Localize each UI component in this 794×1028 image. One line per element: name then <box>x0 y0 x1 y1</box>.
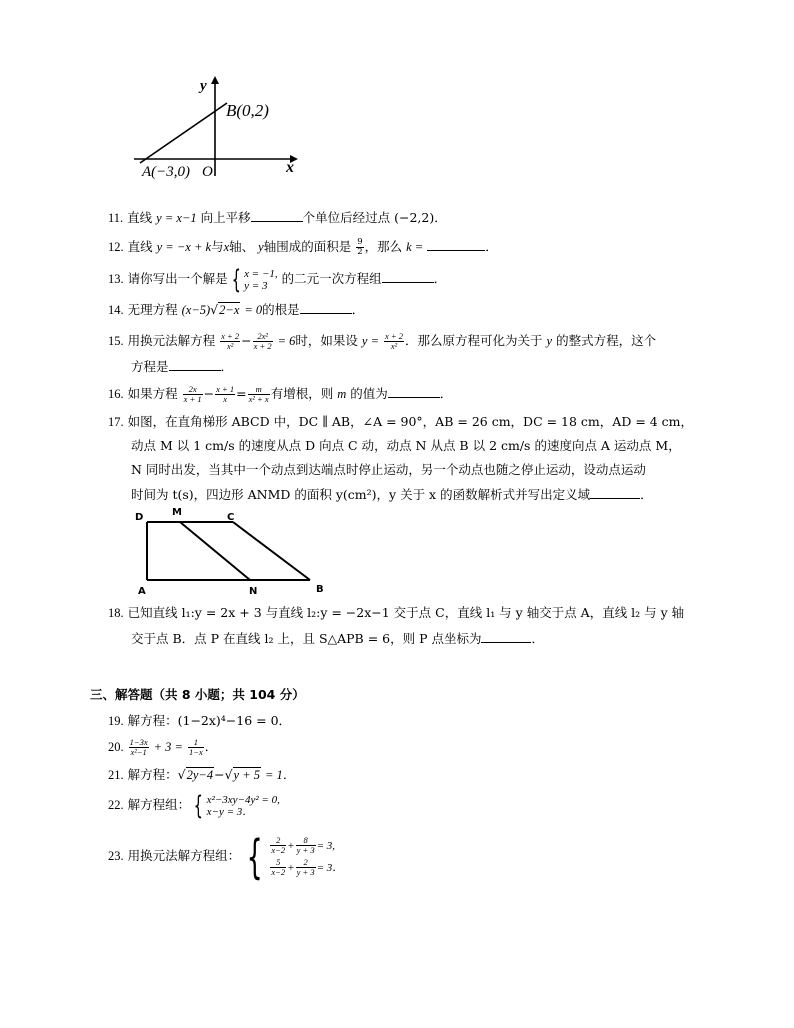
q14-pre: 无理方程 <box>127 302 178 317</box>
q16-fraction-3: $\frac{m}{\text{x² + x}}$ <box>248 384 269 404</box>
q16-number: 16. <box>108 387 124 401</box>
q12-answer-blank[interactable] <box>427 237 485 251</box>
q15-answer-blank[interactable] <box>169 357 221 371</box>
q16-fraction-1: $\frac{2x}{x + 1}$ <box>183 384 202 404</box>
q13-pre: 请你写出一个解是 <box>127 271 228 286</box>
q18-number: 18. <box>108 606 124 620</box>
question-11 <box>108 208 447 227</box>
q23-pre: 用换元法解方程组： <box>127 848 241 863</box>
q15-eq: = 6 <box>277 334 296 348</box>
radical-sign-1: √ <box>177 767 186 782</box>
q15-pre: 用换元法解方程 <box>127 333 216 348</box>
label-n: N <box>249 586 258 597</box>
q17-line2: 动点 M 以 1 cm/s 的速度从点 D 向点 C 动，动点 N 从点 B 以 2 cm/s 的速度向点 A 运动点 M， <box>131 438 681 453</box>
q12-mid3: 轴围成的面积是 <box>263 239 352 254</box>
q17-line4: 时间为 t(s)，四边形 ANMD 的面积 y(cm²)，y 关于 x 的函数解析式并写出定义域 <box>131 487 591 502</box>
q16-end: ． <box>439 386 453 401</box>
y-axis-arrow <box>211 76 219 84</box>
question-23 <box>108 829 344 884</box>
q20-number: 20. <box>108 740 124 754</box>
q14-answer-blank[interactable] <box>300 300 352 314</box>
q15-fraction-1: $\frac{x + 2}{\text{x²}}$ <box>221 331 240 351</box>
q15-post: ．那么原方程可化为关于 <box>405 333 543 348</box>
q19-text: 解方程：(1−2x)⁴−16 = 0． <box>127 713 292 728</box>
q23-row-2: $\frac{5}{x-2}$ + $\frac{2}{y + 3}$ = 3． <box>271 857 344 878</box>
q12-post: ． <box>485 239 498 254</box>
q12-x: x <box>223 240 230 254</box>
q11-pre: 直线 <box>127 210 153 225</box>
q17-number: 17. <box>108 415 124 429</box>
q11-mid: 向上平移 <box>200 210 251 225</box>
q14-eq1: (x−5) <box>181 303 211 317</box>
q23-r1-frac-2: $\frac{8}{y + 3}$ <box>296 835 315 856</box>
q12-k: k = <box>406 240 424 254</box>
line-graph-figure <box>130 72 305 184</box>
question-17-line1 <box>108 413 693 431</box>
q20-fraction-2: $\frac{1}{1-x}$ <box>188 737 203 757</box>
q21-pre: 解方程： <box>127 767 178 782</box>
question-21 <box>108 766 295 784</box>
y-axis-label: y <box>200 78 207 94</box>
label-d: D <box>135 512 144 523</box>
q16-eq: = <box>236 386 247 401</box>
q21-radicand-2: y + 5 <box>233 768 261 782</box>
label-b: B <box>316 584 324 595</box>
question-12 <box>108 237 498 257</box>
q16-answer-blank[interactable] <box>388 384 440 398</box>
q12-mid4: ，那么 <box>364 239 403 254</box>
q13-brace: { <box>231 264 241 295</box>
q20-end: ． <box>204 739 218 754</box>
question-22 <box>108 790 280 820</box>
q18-line1: 已知直线 l₁:y = 2x + 3 与直线 l₂:y = −2x−1 交于点 C，直线 l₁ 与 y 轴交于点 A，直线 l₂ 与 y 轴 <box>127 605 685 620</box>
question-20 <box>108 736 217 758</box>
graph-line-ab <box>140 103 227 163</box>
q23-r1-frac-1: $\frac{2}{x-2}$ <box>271 835 286 856</box>
label-m: M <box>172 507 182 518</box>
point-a-label: A(−3,0) <box>142 164 191 180</box>
q15-y: y = <box>361 334 380 348</box>
question-16 <box>108 383 452 405</box>
question-17-line3 <box>131 461 646 479</box>
q19-number: 19. <box>108 714 124 728</box>
q20-fraction-1: $\frac{1-3x}{\text{x²−1}}$ <box>129 737 148 757</box>
q12-mid2: 轴、 <box>229 239 255 254</box>
q16-mid: 有增根，则 <box>270 386 334 401</box>
q16-m: m <box>337 387 347 401</box>
q13-answer-blank[interactable] <box>382 269 434 283</box>
q13-post: 的二元一次方程组 <box>281 271 382 286</box>
q18-answer-blank[interactable] <box>481 629 531 643</box>
q12-number: 12. <box>108 240 124 254</box>
q12-mid: 与 <box>211 239 224 254</box>
q16-fraction-2: $\frac{x + 1}{x}$ <box>216 384 235 404</box>
q15-minus: − <box>241 333 252 348</box>
q23-row-1: $\frac{2}{x-2}$ + $\frac{8}{y + 3}$ = 3, <box>271 835 336 856</box>
q11-answer-blank[interactable] <box>251 208 303 222</box>
question-17-line2 <box>131 437 681 455</box>
x-axis-label: x <box>286 159 294 176</box>
q13-end: ． <box>433 271 447 286</box>
q15-mid: 时，如果设 <box>295 333 358 348</box>
q16-post: 的值为 <box>350 386 388 401</box>
q11-number: 11. <box>108 211 124 225</box>
question-17-line4 <box>131 485 653 504</box>
segment-mn <box>180 522 250 580</box>
point-b-label: B(0,2) <box>226 101 269 120</box>
q22-system: x²−3xy−4y² = 0, x−y = 3． <box>206 793 280 818</box>
q16-minus: − <box>203 386 215 401</box>
label-c: C <box>227 512 235 523</box>
q15-number: 15. <box>108 334 124 348</box>
q23-r2-frac-1: $\frac{5}{x-2}$ <box>271 857 286 878</box>
origin-label: O <box>202 164 213 180</box>
label-a: A <box>138 586 146 597</box>
q22-number: 22. <box>108 798 124 812</box>
radical-sign-2: √ <box>224 767 233 782</box>
q11-post: 个单位后经过点 (−2,2)． <box>302 210 447 225</box>
q15-post2: 的整式方程，这个 <box>556 333 657 348</box>
q17-line1: 如图，在直角梯形 ABCD 中，DC ∥ AB，∠A = 90°，AB = 26 cm，DC = 18 cm，AD = 4 cm， <box>127 414 694 429</box>
q16-pre: 如果方程 <box>127 386 178 401</box>
q12-pre: 直线 <box>127 239 153 254</box>
q15-end: ． <box>220 359 234 374</box>
side-cb <box>233 522 310 580</box>
question-15-line2 <box>131 357 233 376</box>
q15-yv: y <box>546 334 553 348</box>
radical-sign: √ <box>210 302 219 317</box>
q21-radicand-1: 2y−4 <box>186 768 214 782</box>
section-3-title: 三、解答题（共 8 小题；共 104 分） <box>90 687 305 702</box>
q20-mid: + 3 = <box>153 740 183 754</box>
q17-end: ． <box>640 487 653 502</box>
question-13 <box>108 264 446 294</box>
question-15-line1 <box>108 330 656 352</box>
q23-brace: { <box>246 829 263 884</box>
q13-system: x = −1, y = 3 <box>244 267 278 292</box>
q15-fraction-2: $\frac{\text{2x²}}{x + 2}$ <box>253 331 272 351</box>
q22-pre: 解方程组： <box>127 797 191 812</box>
question-19 <box>108 712 291 730</box>
q14-post: 的根是 <box>262 302 300 317</box>
q12-y: y <box>258 240 264 254</box>
q21-post: = 1． <box>265 768 296 782</box>
q11-equation: y = x−1 <box>156 211 197 225</box>
q12-fraction: $\frac{9}{2}$ <box>357 237 363 257</box>
q22-brace: { <box>193 790 203 821</box>
q18-end: ． <box>531 631 544 646</box>
q21-minus: − <box>214 767 225 782</box>
q13-number: 13. <box>108 272 124 286</box>
q14-radicand: 2−x <box>219 303 240 317</box>
q15-line2: 方程是 <box>131 359 169 374</box>
trapezoid-figure <box>130 505 330 597</box>
q18-line2: 交于点 B．点 P 在直线 l₂ 上，且 S△APB = 6，则 P 点坐标为 <box>131 631 482 646</box>
question-18-line1 <box>108 604 684 622</box>
q14-number: 14. <box>108 303 124 317</box>
question-14 <box>108 300 364 319</box>
question-18-line2 <box>131 629 544 648</box>
q23-r2-frac-2: $\frac{2}{y + 3}$ <box>296 857 315 878</box>
q14-eq2: = 0 <box>244 303 263 317</box>
q14-end: ． <box>351 302 365 317</box>
q17-line3: N 同时出发，当其中一个动点到达端点时停止运动，另一个动点也随之停止运动，设动点运动 <box>131 462 646 477</box>
q23-system <box>269 835 343 879</box>
q12-equation: y = −x + k <box>156 240 212 254</box>
q21-number: 21. <box>108 768 124 782</box>
q17-answer-blank[interactable] <box>590 485 640 499</box>
q15-fraction-3: $\frac{x + 2}{\text{x²}}$ <box>385 331 404 351</box>
q23-number: 23. <box>108 849 124 863</box>
